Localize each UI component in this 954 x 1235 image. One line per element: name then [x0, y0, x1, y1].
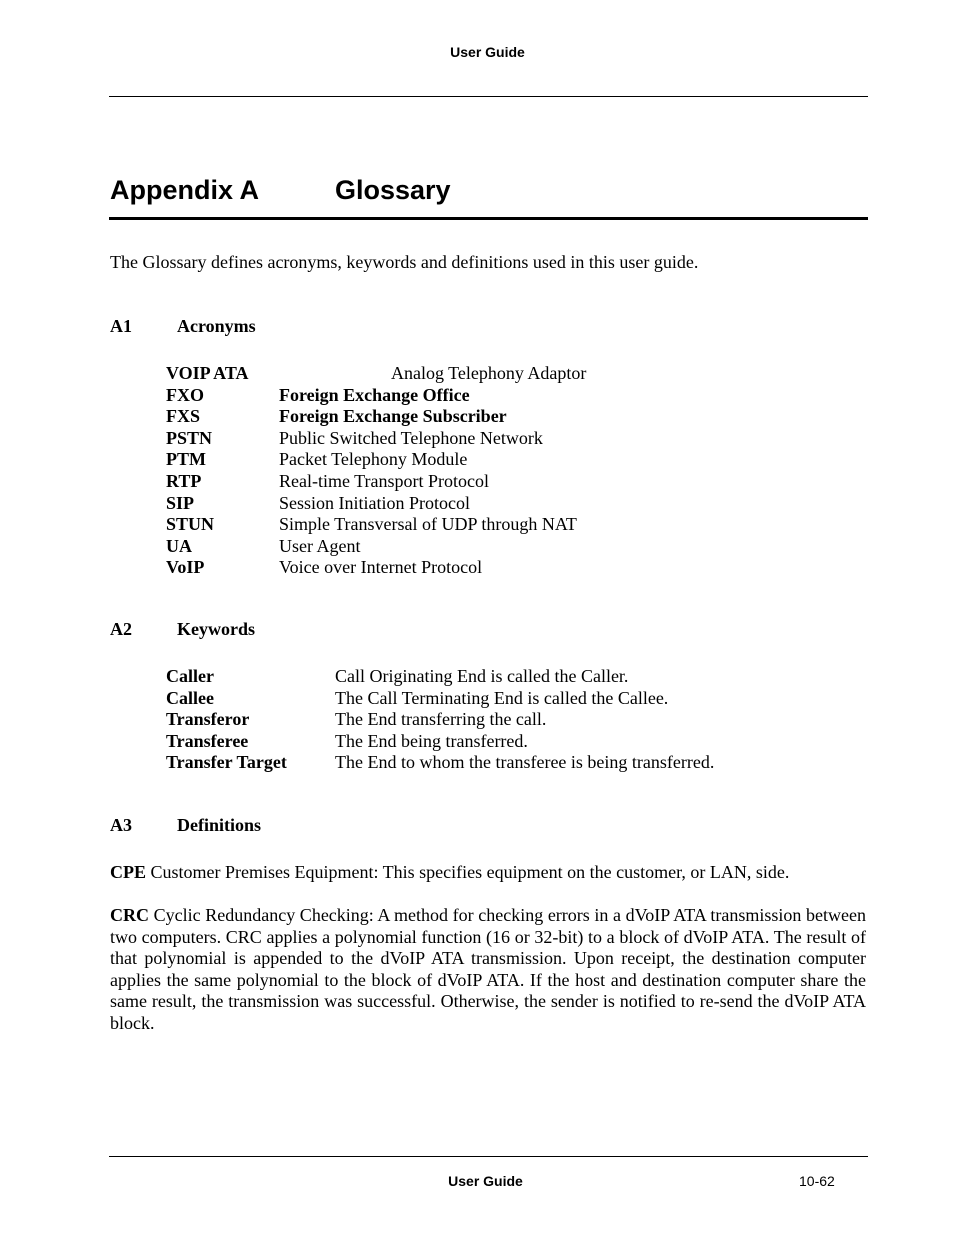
appendix-title: Glossary: [335, 175, 451, 205]
definition-term: CPE: [110, 862, 146, 882]
section-title: Keywords: [177, 619, 255, 639]
acronym-definition: Foreign Exchange Office: [279, 384, 470, 405]
section-number: A3: [110, 815, 132, 835]
footer-title: User Guide: [448, 1173, 523, 1189]
acronym-term: PSTN: [166, 427, 213, 448]
definition-cpe: [110, 862, 866, 884]
definition-text: Customer Premises Equipment: This specifies equipment on the customer, or LAN, side.: [150, 862, 790, 882]
acronym-term: STUN: [166, 514, 215, 535]
definition-crc: [110, 905, 866, 1035]
acronym-definition: Real-time Transport Protocol: [279, 470, 489, 491]
keyword-definition: The End to whom the transferee is being transferred.: [335, 752, 715, 773]
keyword-definition: The Call Terminating End is called the Callee.: [335, 687, 669, 708]
acronym-term: RTP: [166, 470, 202, 491]
acronym-definition: User Agent: [279, 535, 361, 556]
acronym-term: VOIP ATA: [166, 363, 249, 383]
keyword-term: Transfer Target: [166, 752, 287, 773]
section-title: Acronyms: [177, 316, 256, 336]
section-heading-definitions: [110, 815, 261, 836]
acronym-definition: Voice over Internet Protocol: [279, 557, 483, 578]
intro-paragraph: The Glossary defines acronyms, keywords and definitions used in this user guide.: [110, 252, 699, 272]
acronym-term: SIP: [166, 492, 195, 513]
acronym-term: VoIP: [166, 557, 205, 578]
definition-text: Cyclic Redundancy Checking: A method for checking errors in a dVoIP ATA transmission between two computers. CRC applies a polynomial function (16 or 32-bit) to a block of dVoIP ATA. The result of that polynomial is appended to the dVoIP ATA transmission. Upon receipt, the destination computer applies the same polynomial to the block of dVoIP ATA. If the host and destination computer share the same result, the transmission was successful. Otherwise, the sender is notified to re-send the dVoIP ATA block.: [110, 905, 867, 1033]
acronym-definition: Packet Telephony Module: [279, 449, 468, 470]
acronym-definition: Session Initiation Protocol: [279, 492, 470, 513]
acronym-definition: Public Switched Telephone Network: [279, 427, 543, 448]
header-rule: [109, 96, 868, 97]
section-title: Definitions: [177, 815, 262, 835]
keyword-term: Transferor: [166, 709, 250, 730]
appendix-heading: [110, 175, 451, 206]
acronym-definition: Foreign Exchange Subscriber: [279, 406, 507, 427]
keyword-definition: Call Originating End is called the Caller.: [335, 666, 629, 686]
section-heading-keywords: [110, 619, 255, 640]
acronym-term: FXS: [166, 406, 201, 427]
keyword-term: Transferee: [166, 730, 249, 751]
keyword-term: Callee: [166, 687, 214, 708]
keyword-definition: The End being transferred.: [335, 730, 528, 751]
acronym-definition: Analog Telephony Adaptor: [391, 363, 587, 383]
section-number: A2: [110, 619, 132, 639]
section-number: A1: [110, 316, 132, 336]
keyword-term: Caller: [166, 666, 214, 686]
acronym-term: FXO: [166, 384, 204, 405]
acronym-term: PTM: [166, 449, 206, 470]
appendix-rule: [109, 217, 868, 220]
footer-rule: [109, 1156, 868, 1157]
header-title: User Guide: [450, 44, 525, 60]
keyword-definition: The End transferring the call.: [335, 709, 547, 730]
section-heading-acronyms: [110, 316, 256, 337]
definition-term: CRC: [110, 905, 149, 925]
page-number: 10-62: [799, 1173, 835, 1189]
acronym-term: UA: [166, 535, 192, 556]
appendix-label: Appendix A: [110, 175, 260, 205]
acronym-definition: Simple Transversal of UDP through NAT: [279, 514, 577, 535]
